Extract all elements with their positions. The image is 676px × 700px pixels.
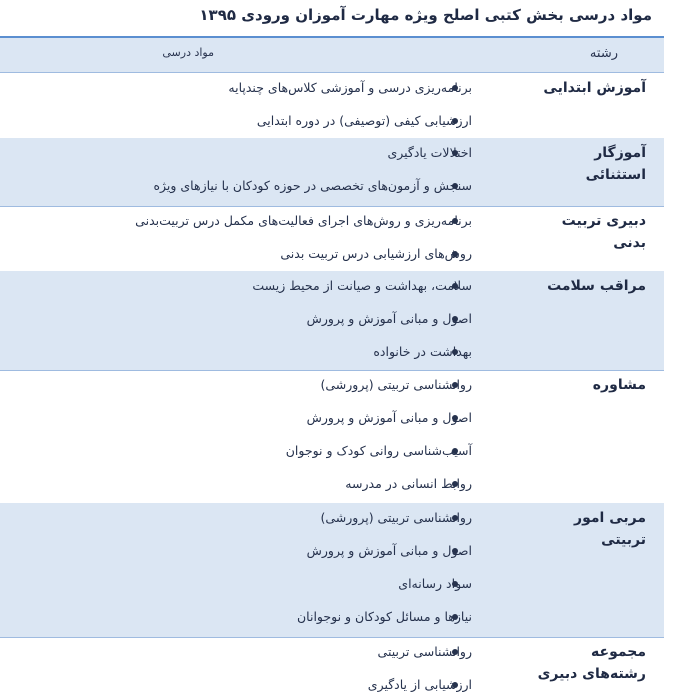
column-header-courses: مواد درسی bbox=[162, 46, 214, 59]
course-item: سلامت، بهداشت و صیانت از محیط زیست bbox=[252, 278, 472, 293]
course-item: ارزشیابی از یادگیری bbox=[367, 677, 472, 692]
table-header bbox=[0, 38, 664, 73]
column-header-field: رشته bbox=[589, 46, 618, 61]
table-row bbox=[0, 271, 664, 371]
course-item: برنامه‌ریزی و روش‌های اجرای فعالیت‌های مکمل درس تربیت‌بدنی bbox=[135, 213, 472, 228]
course-item: روانشناسی تربیتی (پرورشی) bbox=[320, 510, 472, 525]
field-name: آموزگار استثنائی bbox=[585, 145, 646, 183]
course-item: ارزشیابی کیفی (توصیفی) در دوره ابتدایی bbox=[256, 113, 472, 128]
field-name: مراقب سلامت bbox=[547, 278, 646, 294]
course-item: سنجش و آزمون‌های تخصصی در حوزه کودکان با نیازهای ویژه bbox=[153, 178, 472, 193]
table-row bbox=[0, 73, 664, 139]
course-item: روانشناسی تربیتی (پرورشی) bbox=[320, 377, 472, 392]
table-row bbox=[0, 503, 664, 638]
course-item: اختلالات یادگیری bbox=[387, 145, 472, 160]
course-item: نیازها و مسائل کودکان و نوجوانان bbox=[296, 609, 472, 624]
course-item: اصول و مبانی آموزش و پرورش bbox=[306, 410, 472, 425]
field-name: مجموعه رشته‌های دبیری bbox=[537, 644, 646, 682]
table-row bbox=[0, 138, 664, 207]
course-item: روش‌های ارزشیابی درس تربیت بدنی bbox=[280, 246, 472, 261]
field-name: دبیری تربیت بدنی bbox=[561, 213, 646, 251]
course-item: سواد رسانه‌ای bbox=[398, 576, 472, 591]
field-name: مربی امور تربیتی bbox=[574, 510, 646, 548]
table-row bbox=[0, 637, 664, 700]
course-item: بهداشت در خانواده bbox=[373, 344, 472, 359]
table-row bbox=[0, 370, 664, 504]
course-item: اصول و مبانی آموزش و پرورش bbox=[306, 311, 472, 326]
course-item: اصول و مبانی آموزش و پرورش bbox=[306, 543, 472, 558]
field-name: آموزش ابتدایی bbox=[543, 80, 646, 96]
field-name: مشاوره bbox=[592, 377, 646, 393]
title-bar bbox=[0, 0, 664, 38]
course-item: آسیب‌شناسی روانی کودک و نوجوان bbox=[285, 443, 472, 458]
course-item: روابط انسانی در مدرسه bbox=[345, 476, 472, 491]
course-item: روانشناسی تربیتی bbox=[377, 644, 472, 659]
table-row bbox=[0, 206, 664, 272]
course-item: برنامه‌ریزی درسی و آموزشی کلاس‌های چندپایه bbox=[228, 80, 472, 95]
page-title: مواد درسی بخش کتبی اصلح ویژه مهارت آموزان ورودی ۱۳۹۵ bbox=[199, 6, 652, 24]
